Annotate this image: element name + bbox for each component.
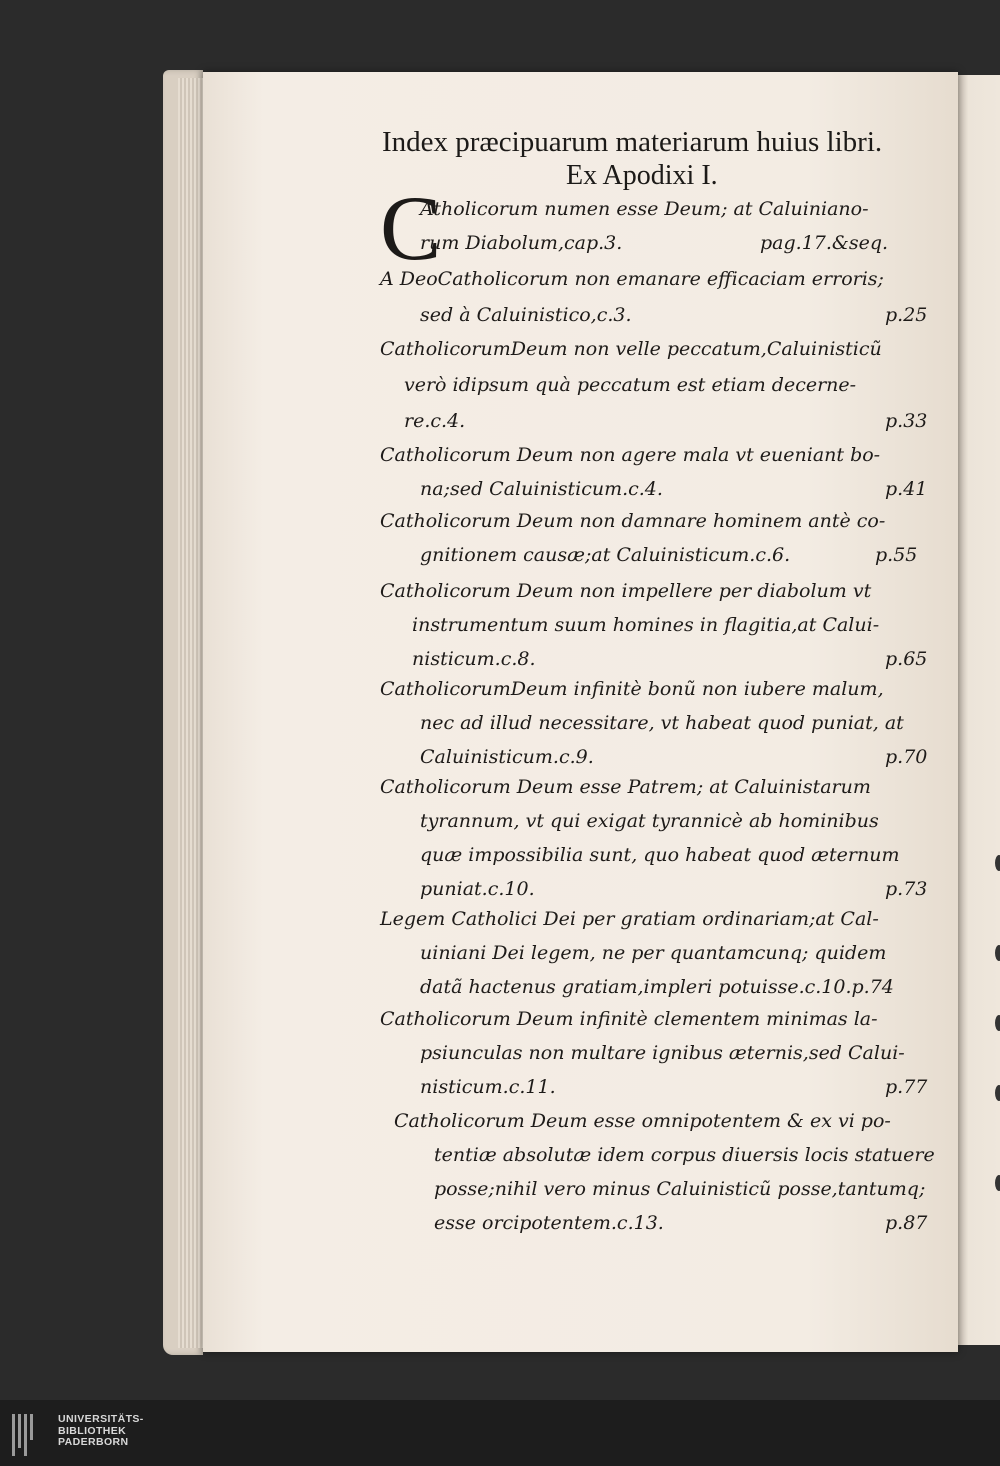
entry-line: esse orcipotentem.c.13. <box>434 1212 664 1234</box>
page-title: Index præcipuarum materiarum huius libri. <box>382 126 883 158</box>
entry-line: Catholicorum Deum non damnare hominem antè co- <box>380 510 886 532</box>
drop-cap: C <box>380 177 442 279</box>
entry-page-ref: p.33 <box>885 410 928 432</box>
entry-line: nisticum.c.8. <box>412 648 536 670</box>
entry-page-ref: p.25 <box>885 304 928 326</box>
entry-page-ref: p.87 <box>885 1212 928 1234</box>
entry-line: tentiæ absolutæ idem corpus diuersis locis statuere <box>434 1144 935 1166</box>
entry-line: quæ impossibilia sunt, quo habeat quod æternum <box>420 844 900 866</box>
entry-line: Atholicorum numen esse Deum; at Caluiniano- <box>420 198 869 220</box>
entry-page-ref: p.65 <box>885 648 928 670</box>
logo-text <box>58 1414 144 1449</box>
entry-line: nisticum.c.11. <box>420 1076 556 1098</box>
entry-line: psiunculas non multare ignibus æternis,sed Calui- <box>420 1042 905 1064</box>
entry-line: Catholicorum Deum non agere mala vt eueniant bo- <box>380 444 881 466</box>
entry-line: nec ad illud necessitare, vt habeat quod puniat, at <box>420 712 904 734</box>
entry-line: CatholicorumDeum non velle peccatum,Caluinisticũ <box>380 338 882 360</box>
entry-line: Catholicorum Deum esse omnipotentem & ex vi po- <box>394 1110 891 1132</box>
entry-line: Catholicorum Deum infinitè clementem minimas la- <box>380 1008 878 1030</box>
entry-line: CatholicorumDeum infinitè bonũ non iubere malum, <box>380 678 884 700</box>
logo-line: BIBLIOTHEK <box>58 1424 127 1437</box>
facing-page-edge <box>955 75 1000 1345</box>
logo-line: UNIVERSITÄTS- <box>58 1413 144 1425</box>
entry-page-ref: p.70 <box>885 746 928 768</box>
entry-line: Legem Catholici Dei per gratiam ordinariam;at Cal- <box>380 908 879 930</box>
entry-page-ref: p.77 <box>885 1076 928 1098</box>
page-subtitle: Ex Apodixi I. <box>566 160 718 191</box>
entry-line: sed à Caluinistico,c.3. <box>420 304 632 326</box>
logo-line: PADERBORN <box>58 1436 129 1448</box>
entry-line: posse;nihil vero minus Caluinisticũ posse,tantumq; <box>434 1178 926 1200</box>
entry-line: puniat.c.10. <box>420 878 535 900</box>
entry-line: Catholicorum Deum esse Patrem; at Caluinistarum <box>380 776 871 798</box>
entry-page-ref: p.73 <box>885 878 928 900</box>
logo-mark-icon <box>12 1414 50 1456</box>
entry-page-ref: pag.17.&seq. <box>760 232 889 254</box>
entry-line: verò idipsum quà peccatum est etiam decerne- <box>404 374 857 396</box>
entry-line: Catholicorum Deum non impellere per diabolum vt <box>380 580 872 602</box>
entry-line: datã hactenus gratiam,impleri potuisse.c.10.p.74 <box>420 976 894 998</box>
entry-line: A DeoCatholicorum non emanare efficaciam erroris; <box>380 268 884 290</box>
entry-page-ref: p.41 <box>885 478 928 500</box>
entry-line: tyrannum, vt qui exigat tyrannicè ab hominibus <box>420 810 879 832</box>
entry-page-ref: p.55 <box>875 544 918 566</box>
library-logo <box>12 1414 144 1456</box>
entry-line: na;sed Caluinisticum.c.4. <box>420 478 663 500</box>
entry-line: Caluinisticum.c.9. <box>420 746 594 768</box>
footer-bar <box>0 1400 1000 1466</box>
entry-line: rum Diabolum,cap.3. <box>420 232 623 254</box>
entry-line: uiniani Dei legem, ne per quantamcunq; quidem <box>420 942 887 964</box>
entry-line: instrumentum suum homines in flagitia,at Calui- <box>412 614 880 636</box>
entry-line: re.c.4. <box>404 410 466 432</box>
entry-line: gnitionem causæ;at Caluinisticum.c.6. <box>420 544 791 566</box>
